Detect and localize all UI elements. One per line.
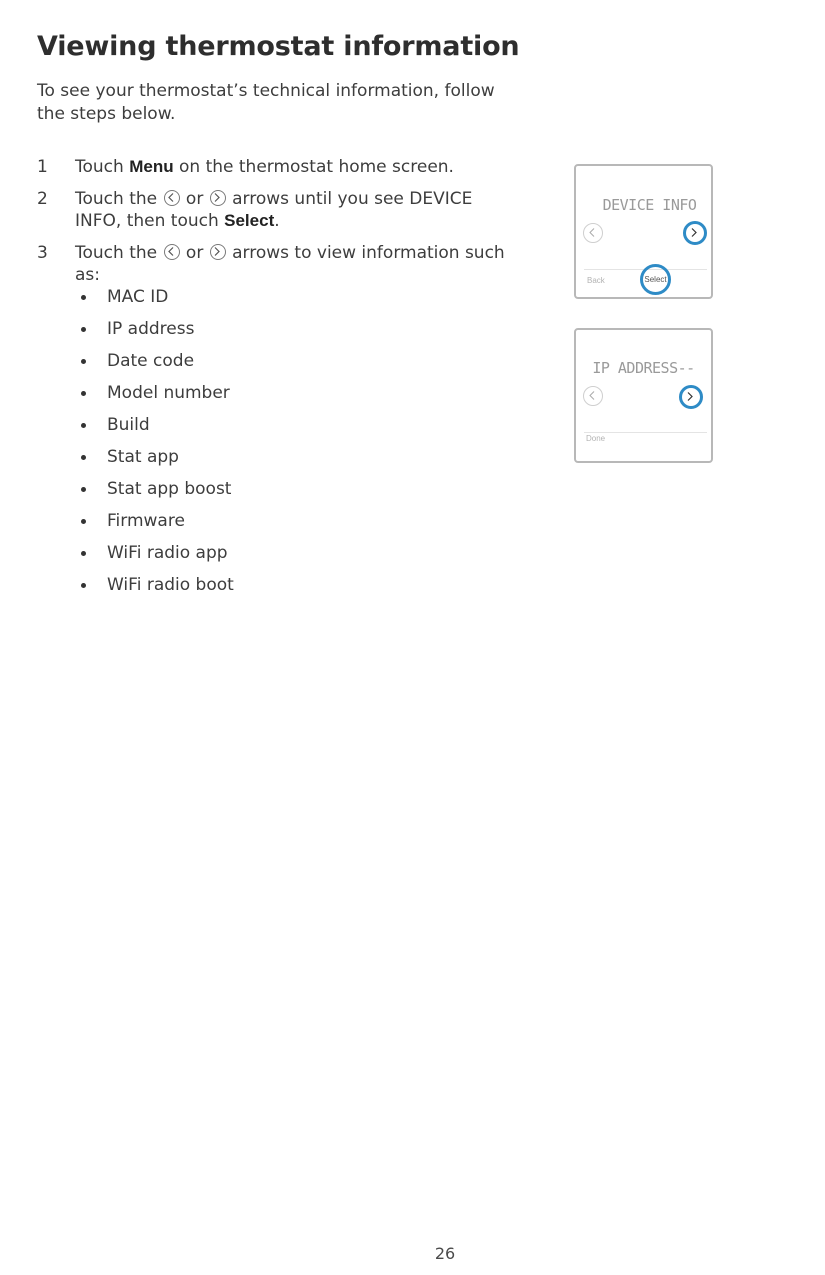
bullet-text: Build [107,415,150,435]
back-button[interactable]: Back [587,276,605,285]
screen-text: DEVICE INFO [602,196,697,214]
list-item [75,350,507,382]
chevron-left-icon[interactable] [583,386,603,406]
bullet-text: Stat app boost [107,479,232,499]
bullet-text: Firmware [107,511,185,531]
done-button[interactable]: Done [586,434,606,443]
thermostat-screen-ip-address [574,328,713,463]
step-2 [37,188,507,232]
chevron-right-icon [210,244,226,260]
bullet-icon [81,583,86,588]
chevron-right-icon[interactable] [679,385,703,409]
list-item [75,510,507,542]
bullet-text: MAC ID [107,287,169,307]
bullet-text: WiFi radio boot [107,575,234,595]
bullet-icon [81,519,86,524]
bullet-text: Stat app [107,447,179,467]
list-item [75,542,507,574]
step-3 [37,242,507,606]
bullet-icon [81,423,86,428]
bullet-icon [81,455,86,460]
chevron-right-icon [210,190,226,206]
bullet-text: WiFi radio app [107,543,228,563]
list-item [75,318,507,350]
step-1 [37,156,507,178]
chevron-left-icon [164,190,180,206]
bullet-icon [81,487,86,492]
thermostat-screen-device-info [574,164,713,299]
bullet-icon [81,551,86,556]
bullet-text: IP address [107,319,195,339]
bullet-text: Date code [107,351,195,371]
bullet-icon [81,359,86,364]
list-item [75,286,507,318]
steps-list [37,156,507,616]
list-item [75,574,507,606]
chevron-left-icon[interactable] [583,223,603,243]
bullet-icon [81,295,86,300]
step-text: Touch [75,157,130,177]
select-button[interactable]: Select [640,264,671,295]
bullet-icon [81,391,86,396]
step-number: 1 [37,157,48,177]
step-text: Touch the [75,189,158,209]
step-text: or [185,189,204,209]
step-text: . [274,211,280,231]
step-text: arrows to view information such as: [75,243,505,285]
divider [584,432,707,433]
step-text: or [185,243,204,263]
screen-text: IP ADDRESS-- [592,359,695,377]
step-number: 3 [37,243,48,263]
menu-keyword: Menu [129,157,174,176]
page-number: 26 [434,1244,456,1263]
step-text: arrows until you see DEVICE INFO, then touch [75,189,473,231]
list-item [75,382,507,414]
list-item [75,414,507,446]
list-item [75,478,507,510]
bullet-icon [81,327,86,332]
page-title: Viewing thermostat information [37,31,520,62]
info-bullet-list [75,286,507,606]
bullet-text: Model number [107,383,230,403]
chevron-right-icon[interactable] [683,221,707,245]
step-number: 2 [37,189,48,209]
intro-text: To see your thermostat’s technical information, follow the steps below. [37,81,495,124]
chevron-left-icon [164,244,180,260]
select-keyword: Select [224,211,275,230]
step-text: on the thermostat home screen. [173,157,454,177]
list-item [75,446,507,478]
step-text: Touch the [75,243,158,263]
